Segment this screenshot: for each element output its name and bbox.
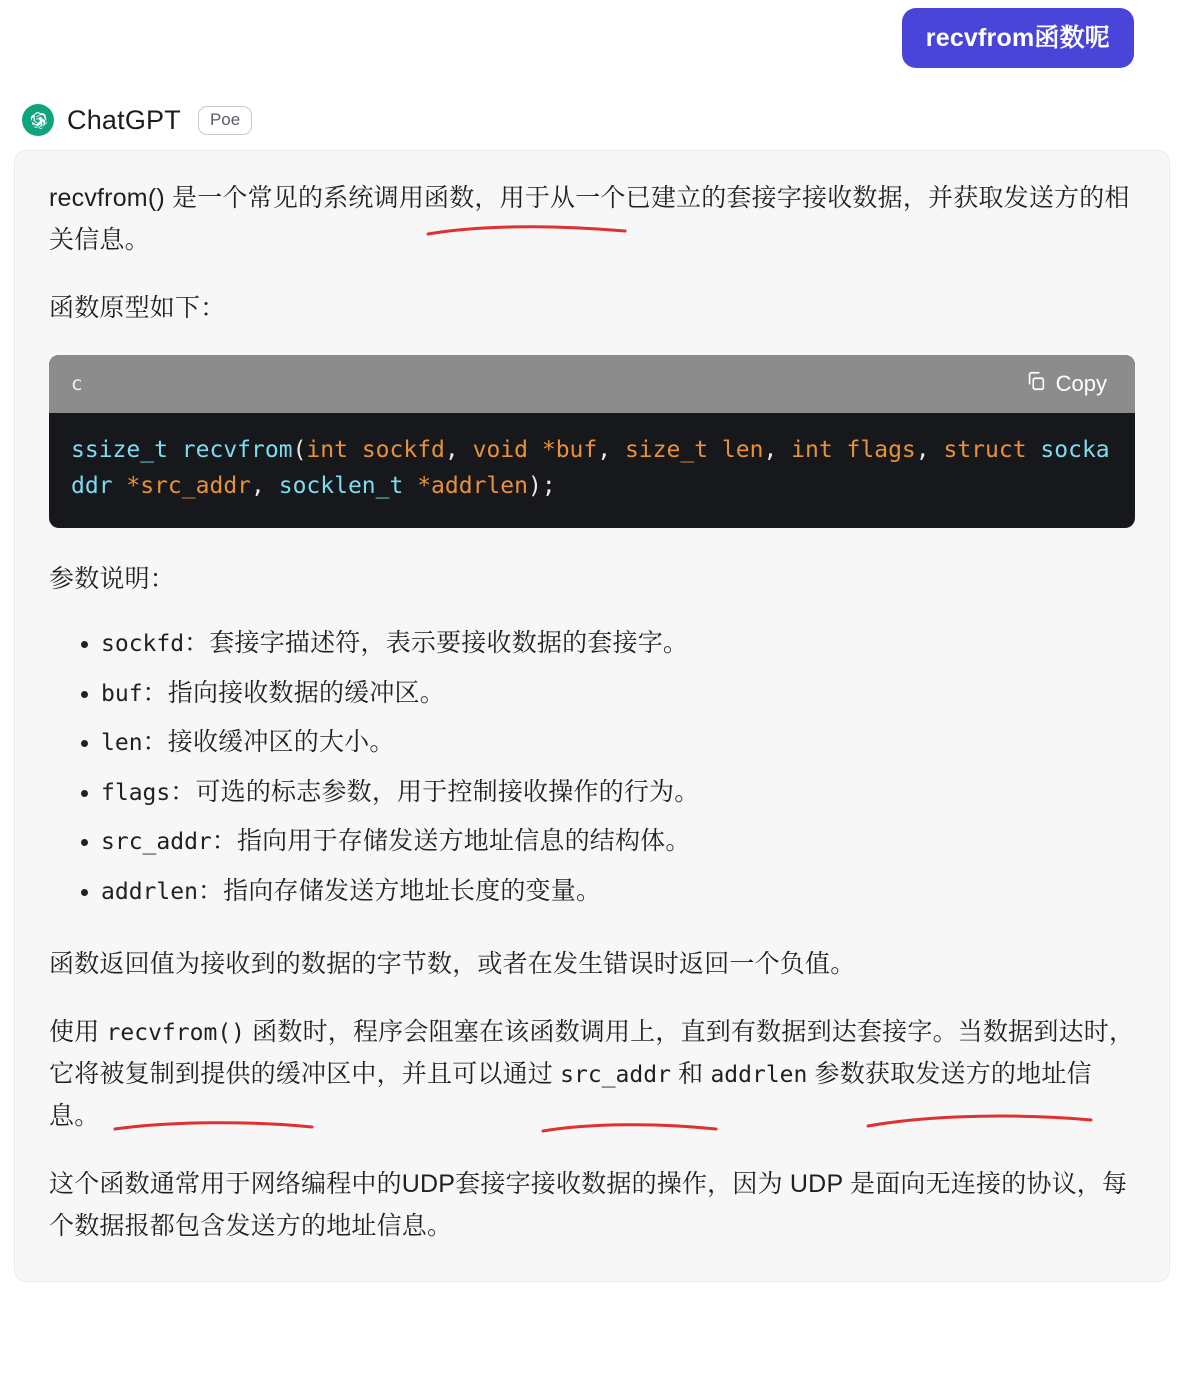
code-token: ,	[915, 437, 944, 463]
code-token: len	[721, 437, 764, 463]
list-item	[101, 824, 1135, 860]
code-token: ,	[251, 472, 279, 499]
param-name: len	[101, 730, 143, 757]
user-message-bubble: recvfrom函数呢	[902, 8, 1134, 68]
param-description: ：指向存储发送方地址长度的变量。	[197, 876, 602, 905]
param-name: addrlen	[101, 878, 198, 905]
code-token: );	[527, 472, 556, 499]
copy-button[interactable]	[1019, 369, 1113, 399]
list-item	[101, 725, 1135, 761]
code-token: recvfrom	[181, 437, 293, 463]
blocking-code-3: addrlen	[710, 1062, 808, 1089]
blocking-seg-4: 参数获取发送方的地址信息。	[49, 1060, 1092, 1131]
usage-note-paragraph: 这个函数通常用于网络编程中的UDP套接字接收数据的操作，因为 UDP 是面向无连接的协议，每个数据报都包含发送方的地址信息。	[49, 1170, 1128, 1241]
list-item	[101, 874, 1135, 910]
openai-logo-icon	[22, 104, 54, 136]
code-token: socklen_t	[278, 472, 418, 499]
bot-message-card	[14, 150, 1170, 1282]
code-token: int	[791, 437, 847, 463]
code-token: ,	[444, 437, 473, 463]
code-token: ssize_t	[71, 437, 182, 463]
intro-paragraph: recvfrom() 是一个常见的系统调用函数，用于从一个已建立的套接字接收数据，并获取发送方的相关信息。	[49, 184, 1130, 254]
code-token: sockfd	[361, 437, 445, 463]
param-description: ：指向接收数据的缓冲区。	[142, 678, 445, 707]
param-name: src_addr	[101, 829, 212, 856]
code-token: *src_addr	[126, 472, 252, 499]
code-token: *addrlen	[417, 472, 528, 499]
list-item	[101, 626, 1135, 662]
blocking-code-2: src_addr	[560, 1062, 671, 1089]
list-item	[101, 775, 1135, 811]
prototype-label: 函数原型如下：	[49, 294, 226, 322]
code-token: *buf	[541, 437, 598, 463]
blocking-note-paragraph	[49, 1011, 1135, 1137]
param-description: ：套接字描述符，表示要接收数据的套接字。	[184, 629, 689, 658]
bot-header	[0, 68, 1184, 136]
code-token: ,	[597, 437, 625, 463]
poe-badge: Poe	[198, 106, 252, 135]
blocking-code-1: recvfrom()	[106, 1020, 246, 1047]
copy-icon	[1025, 370, 1047, 398]
param-name: sockfd	[101, 631, 185, 658]
param-description: ：指向用于存储发送方地址信息的结构体。	[211, 827, 691, 856]
blocking-seg-1: 使用	[49, 1018, 107, 1047]
code-token: struct	[943, 437, 1041, 463]
code-token: void	[472, 437, 542, 463]
code-block-header	[49, 355, 1135, 413]
code-token: flags	[846, 437, 916, 463]
user-message-row	[0, 0, 1184, 68]
param-name: buf	[101, 680, 143, 707]
code-token: size_t	[624, 437, 722, 463]
blocking-seg-3: 和	[670, 1060, 711, 1089]
code-token: sockaddr	[71, 437, 1110, 499]
copy-button-label: Copy	[1055, 371, 1107, 396]
code-token: int	[306, 437, 362, 463]
return-value-paragraph: 函数返回值为接收到的数据的字节数，或者在发生错误时返回一个负值。	[49, 950, 856, 979]
params-list	[49, 626, 1135, 909]
code-language-label: c	[71, 373, 83, 395]
param-name: flags	[101, 779, 171, 806]
param-description: ：可选的标志参数，用于控制接收操作的行为。	[170, 777, 700, 806]
code-block	[49, 355, 1135, 528]
params-label: 参数说明：	[49, 565, 176, 594]
code-token: ,	[763, 437, 792, 463]
code-token: (	[292, 437, 307, 463]
blocking-seg-2: 函数时，程序会阻塞在该函数调用上，直到有数据到达套接字。当数据到达时，它将被复制到提供的缓冲区中，并且可以通过	[49, 1018, 1135, 1089]
list-item	[101, 676, 1135, 712]
code-content[interactable]	[49, 413, 1135, 528]
bot-name: ChatGPT	[67, 104, 181, 135]
param-description: ：接收缓冲区的大小。	[142, 728, 395, 757]
